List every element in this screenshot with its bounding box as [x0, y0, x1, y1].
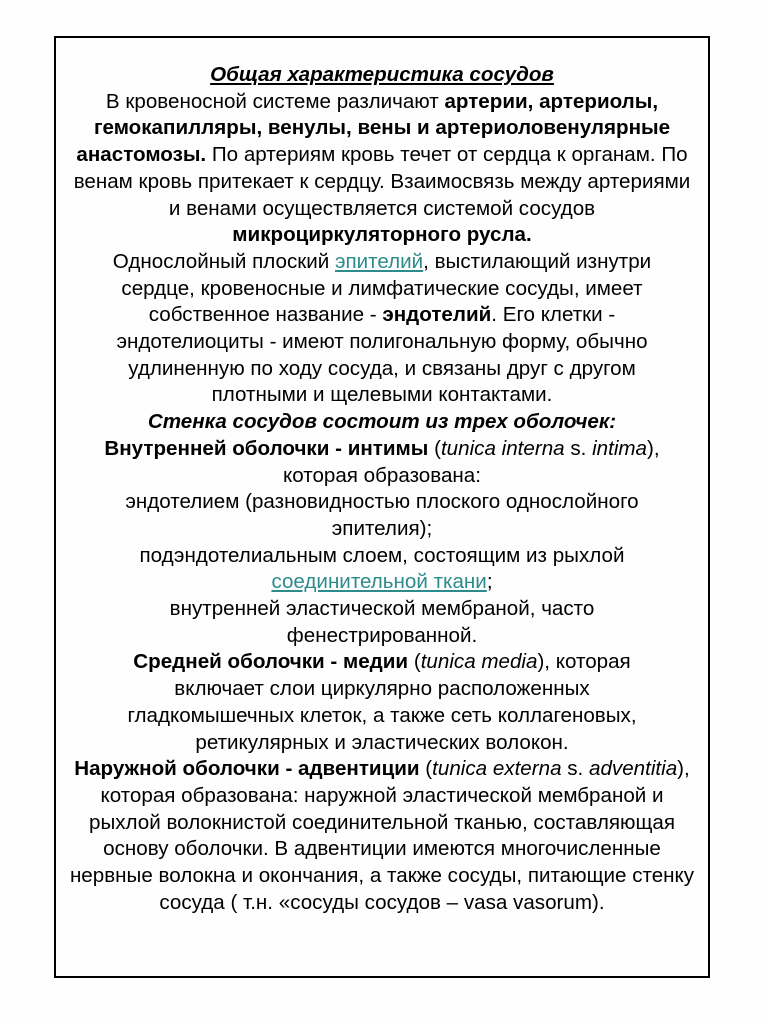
paragraph-media: Средней оболочки - медии (tunica media), которая включает слои циркулярно расположенных гладкомышечных клеток, а также сеть коллагеновых, ретикулярных и эластических волокон.	[127, 650, 637, 754]
paragraph-adventitia: Наружной оболочки - адвентиции (tunica externa s. adventitia), которая образована: наружной эластической мембраной и рыхлой волокнистой соединительной тканью, составляющая основу оболочки. В адвентиции имеются многочисленные нервные волокна и окончания, а также сосуды, питающие стенку сосуда ( т.н. «сосуды сосудов – vasa vasorum).	[69, 757, 695, 914]
document-title: Общая характеристика сосудов	[210, 63, 554, 86]
paragraph-intima: Внутренней оболочки - интимы (tunica interna s. intima), которая образована:	[104, 436, 660, 487]
paragraph-vessel-types: В кровеносной системе различают артерии, артериолы, гемокапилляры, венулы, вены и артериоловенулярные анастомозы. По артериям кровь течет от сердца к органам. По венам кровь притекает к сердцу. Взаимосвязь между артериями и венами осуществляется системой сосудов микроциркуляторного русла.	[73, 89, 691, 247]
connective-tissue-link[interactable]: соединительной ткани	[271, 570, 487, 594]
paragraph-intima-endothelium: эндотелием (разновидностью плоского однослойного эпителия);	[125, 490, 639, 540]
document-body	[60, 62, 704, 917]
epithelium-link[interactable]: эпителий	[335, 249, 424, 273]
paragraph-endothelium: Однослойный плоский эпителий, выстилающий изнутри сердце, кровеносные и лимфатические сосуды, имеет собственное название - эндотелий. Его клетки - эндотелиоциты - имеют полигональную форму, обычно удлиненную по ходу сосуда, и связаны друг с другом плотными и щелевыми контактами.	[112, 249, 652, 407]
wall-layers-heading: Стенка сосудов состоит из трех оболочек:	[147, 410, 617, 434]
paragraph-subendothelial: подэндотелиальным слоем, состоящим из рыхлой соединительной ткани;	[139, 543, 625, 594]
document-frame	[54, 36, 710, 978]
paragraph-elastic-membrane: внутренней эластической мембраной, часто фенестрированной.	[169, 597, 595, 647]
